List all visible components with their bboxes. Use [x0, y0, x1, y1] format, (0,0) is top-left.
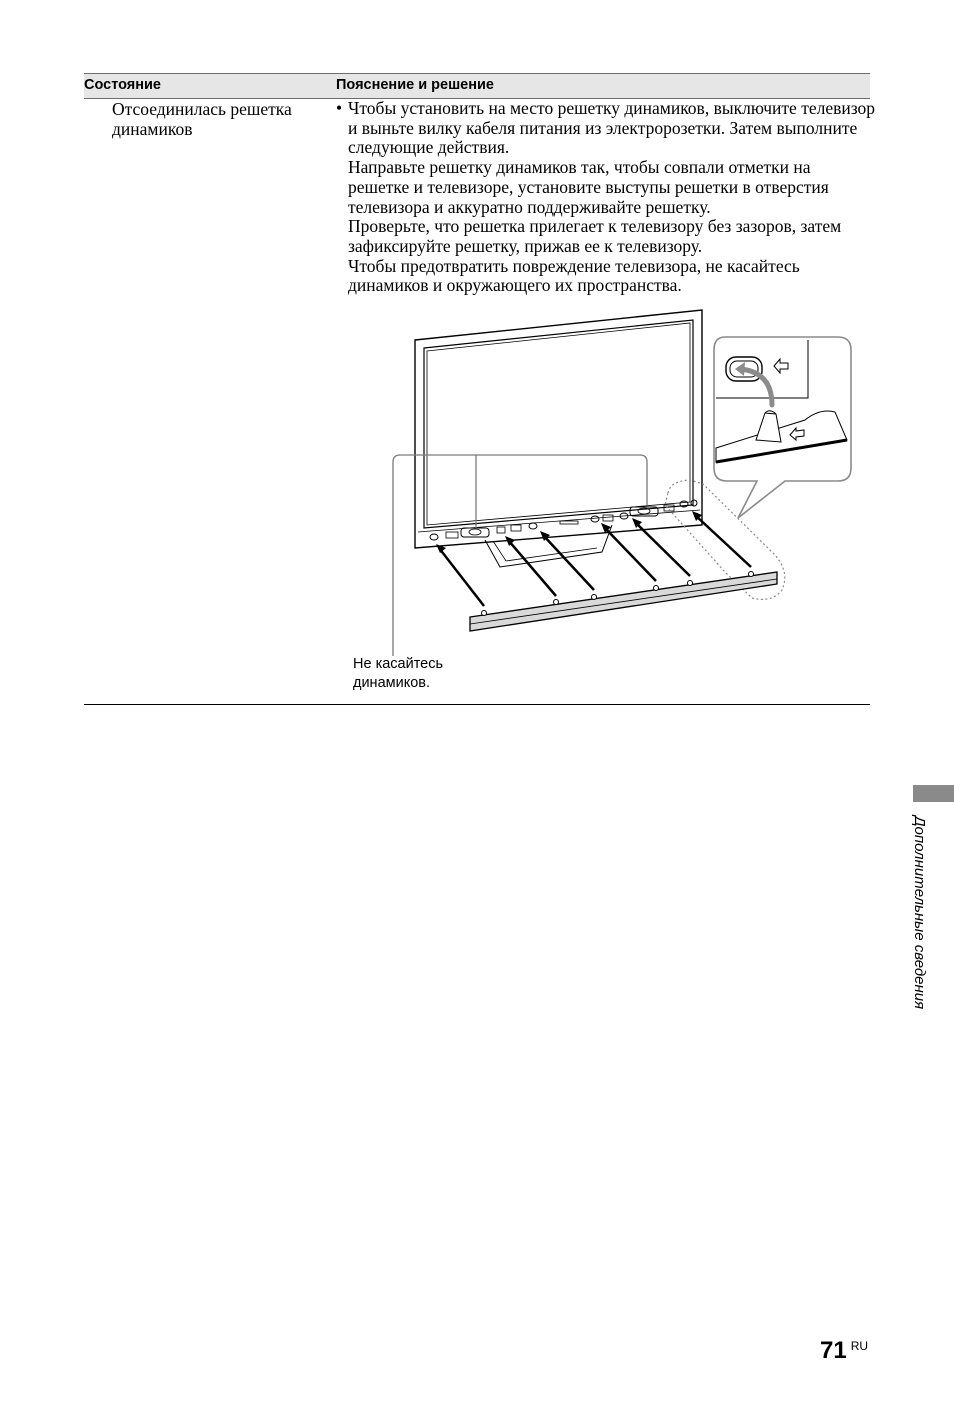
- language-code: RU: [850, 1339, 869, 1353]
- explanation-paragraph-1: Чтобы установить на место решетку динамиков, выключите телевизор и выньте вилку кабеля питания из электророзетки. Затем выполните следующие действия.: [348, 98, 876, 158]
- explanation-cell: [336, 99, 876, 296]
- section-tab-marker: [913, 785, 954, 802]
- callout-line-1: Не касайтесь: [353, 656, 444, 672]
- page-number: [820, 1337, 868, 1365]
- header-explanation: Пояснение и решение: [336, 77, 494, 93]
- speaker-grille-illustration: [340, 300, 870, 700]
- table-header-row: [84, 73, 870, 99]
- state-cell: Отсоединилась решетка динамиков: [112, 99, 292, 139]
- speaker-warning-callout: [353, 655, 443, 693]
- explanation-paragraph-4: Чтобы предотвратить повреждение телевизора, не касайтесь динамиков и окружающего их пространства.: [348, 255, 800, 296]
- explanation-paragraph-3: Проверьте, что решетка прилегает к телевизору без зазоров, затем зафиксируйте решетку, прижав ее к телевизору.: [348, 216, 842, 256]
- header-state: Состояние: [84, 77, 161, 93]
- zoom-detail-bubble: [714, 337, 851, 518]
- troubleshooting-table: [84, 73, 876, 296]
- table-bottom-rule: [84, 704, 870, 705]
- speaker-grille-bar: [470, 572, 777, 632]
- section-tab-label: Дополнительные сведения: [911, 816, 928, 1010]
- tv-set-drawing: [415, 310, 702, 567]
- explanation-paragraph-2: Направьте решетку динамиков так, чтобы совпали отметки на решетке и телевизоре, установите выступы решетки в отверстия телевизора и аккуратно поддерживайте решетку.: [348, 157, 829, 217]
- bullet-mark: •: [336, 98, 343, 118]
- callout-line-2: динамиков.: [353, 675, 431, 691]
- page-number-value: 71: [820, 1337, 847, 1364]
